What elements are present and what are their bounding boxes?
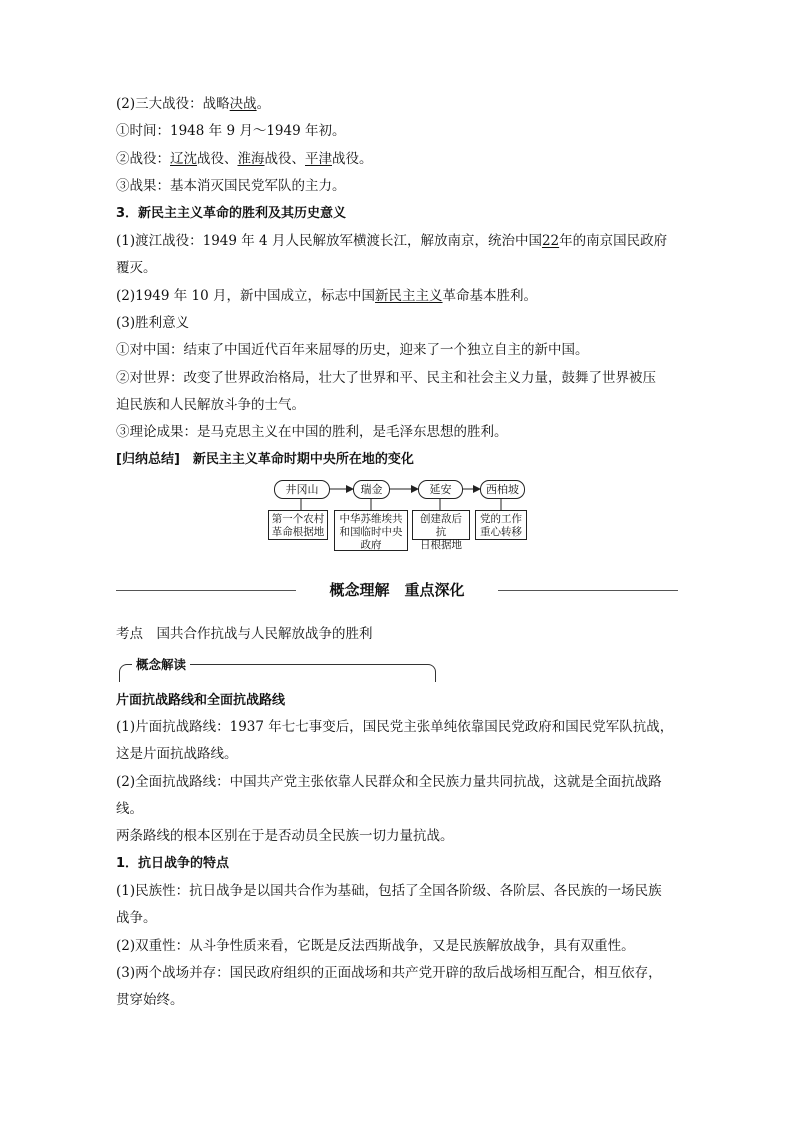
flow-desc-line: 中华苏维埃共	[339, 513, 403, 525]
features-heading: 1．抗日战争的特点	[116, 856, 230, 871]
significance-heading: (3)胜利意义	[116, 315, 190, 331]
battles-time: ①时间：1948 年 9 月～1949 年初。	[116, 123, 346, 139]
battles-heading	[116, 95, 270, 113]
routes-full-line1: (2)全面抗战路线：中国共产党主张依靠人民群众和全民族力量共同抗战，这就是全面抗战路	[116, 774, 662, 790]
routes-full-line2: 线。	[116, 801, 143, 817]
flow-desc-line: 和国临时中央	[339, 526, 403, 538]
founding-prefix: (2)1949 年 10 月，新中国成立，标志中国	[116, 288, 376, 304]
crossing-years: 22	[541, 233, 560, 249]
section-title: 概念理解 重点深化	[329, 581, 465, 599]
flow-desc-line: 创建敌后抗	[420, 513, 462, 538]
victory-heading: 3．新民主主义革命的胜利及其历史意义	[116, 206, 347, 221]
flow-node-yanan: 延安	[418, 480, 463, 499]
routes-partial-line2: 这是片面抗战路线。	[116, 746, 238, 762]
battles-heading-term: 决战	[229, 96, 257, 112]
flow-desc-jinggangshan	[268, 510, 328, 540]
battles-sep1: 战役、	[197, 151, 238, 167]
significance-world-line2: 迫民族和人民解放斗争的士气。	[116, 397, 305, 413]
features-national-line1: (1)民族性：抗日战争是以国共合作为基础，包括了全国各阶级、各阶层、各民族的一场民族	[116, 883, 662, 899]
summary-tag: [归纳总结]	[116, 452, 180, 467]
battles-heading-suffix: 。	[256, 96, 271, 112]
significance-world-line1: ②对世界：改变了世界政治格局，壮大了世界和平、民主和社会主义力量，鼓舞了世界被压	[116, 370, 656, 386]
flow-desc-line: 第一个农村	[271, 513, 325, 525]
battle-liaoshen: 辽沈	[170, 151, 197, 167]
battles-heading-prefix: (2)三大战役：战略	[116, 96, 230, 112]
founding-term: 新民主主义	[375, 288, 443, 304]
flow-desc-ruijin	[334, 510, 408, 551]
flow-desc-xibaipo	[475, 510, 527, 540]
summary-heading	[116, 451, 414, 469]
features-fronts-line2: 贯穿始终。	[116, 992, 184, 1008]
crossing-line2: 覆灭。	[116, 260, 157, 276]
flow-desc-yanan	[412, 510, 470, 551]
concept-label: 概念解读	[132, 657, 190, 673]
features-dual: (2)双重性：从斗争性质来看，它既是反法西斯战争，又是民族解放战争，具有双重性。	[116, 938, 635, 954]
crossing-suffix: 年的南京国民政府	[559, 233, 668, 249]
battle-pingjin: 平津	[305, 151, 332, 167]
flow-desc-line: 政府	[360, 539, 382, 551]
flow-node-ruijin: 瑞金	[353, 480, 390, 499]
routes-heading: 片面抗战路线和全面抗战路线	[116, 693, 286, 708]
kaodian-line: 考点 国共合作抗战与人民解放战争的胜利	[116, 626, 373, 642]
features-fronts-line1: (3)两个战场并存：国民政府组织的正面战场和共产党开辟的敌后战场相互配合，相互依存，	[116, 965, 662, 981]
battles-sep2: 战役、	[264, 151, 305, 167]
founding-suffix: 革命基本胜利。	[442, 288, 538, 304]
battles-list-prefix: ②战役：	[116, 151, 170, 167]
summary-title: 新民主主义革命时期中央所在地的变化	[192, 452, 414, 467]
features-national-line2: 战争。	[116, 910, 157, 926]
routes-partial-line1: (1)片面抗战路线：1937 年七七事变后，国民党主张单纯依靠国民党政府和国民党军队抗战，	[116, 719, 674, 735]
flow-desc-line: 日根据地	[420, 539, 462, 551]
flow-desc-line: 重心转移	[480, 526, 522, 538]
flow-desc-line: 革命根据地	[271, 526, 325, 538]
crossing-line1	[116, 232, 667, 250]
routes-difference: 两条路线的根本区别在于是否动员全民族一切力量抗战。	[116, 828, 454, 844]
crossing-prefix: (1)渡江战役：1949 年 4 月人民解放军横渡长江，解放南京，统治中国	[116, 233, 542, 249]
battles-list-suffix: 战役。	[332, 151, 373, 167]
battles-list	[116, 150, 373, 168]
founding-line	[116, 287, 537, 305]
significance-china: ①对中国：结束了中国近代百年来屈辱的历史，迎来了一个独立自主的新中国。	[116, 342, 589, 358]
flow-node-jinggangshan: 井冈山	[274, 480, 330, 499]
flow-desc-line: 党的工作	[480, 513, 522, 525]
battles-result: ③战果：基本消灭国民党军队的主力。	[116, 178, 346, 194]
flow-node-xibaipo: 西柏坡	[480, 480, 525, 499]
battle-huaihai: 淮海	[237, 151, 265, 167]
significance-theory: ③理论成果：是马克思主义在中国的胜利，是毛泽东思想的胜利。	[116, 424, 508, 440]
